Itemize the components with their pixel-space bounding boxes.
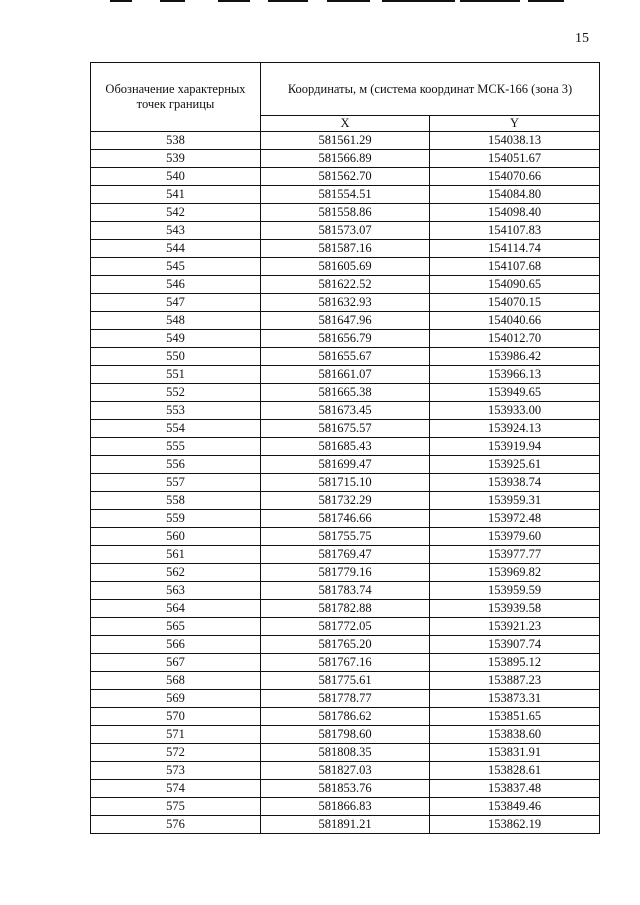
point-id-cell: 563 (91, 582, 261, 600)
table-row (91, 690, 600, 708)
point-id-cell: 550 (91, 348, 261, 366)
point-id-cell: 548 (91, 312, 261, 330)
point-id-cell: 539 (91, 150, 261, 168)
point-id-cell: 559 (91, 510, 261, 528)
table-row (91, 186, 600, 204)
y-coordinate-cell: 153979.60 (430, 528, 600, 546)
x-coordinate-cell: 581783.74 (261, 582, 430, 600)
point-id-cell: 558 (91, 492, 261, 510)
y-coordinate-cell: 154084.80 (430, 186, 600, 204)
table-row (91, 348, 600, 366)
y-coordinate-cell: 154038.13 (430, 132, 600, 150)
point-id-cell: 554 (91, 420, 261, 438)
x-coordinate-cell: 581558.86 (261, 204, 430, 222)
table-row (91, 312, 600, 330)
table-row (91, 780, 600, 798)
table-row (91, 132, 600, 150)
point-id-cell: 565 (91, 618, 261, 636)
x-coordinate-cell: 581798.60 (261, 726, 430, 744)
point-id-cell: 569 (91, 690, 261, 708)
point-id-cell: 564 (91, 600, 261, 618)
table-row (91, 618, 600, 636)
y-coordinate-cell: 154098.40 (430, 204, 600, 222)
y-coordinate-cell: 154107.68 (430, 258, 600, 276)
table-row (91, 402, 600, 420)
point-id-cell: 576 (91, 816, 261, 834)
x-coordinate-cell: 581732.29 (261, 492, 430, 510)
table-row (91, 510, 600, 528)
y-coordinate-cell: 153851.65 (430, 708, 600, 726)
y-coordinate-cell: 154070.15 (430, 294, 600, 312)
table-row (91, 762, 600, 780)
scan-top-line (528, 0, 564, 2)
y-coordinate-cell: 153873.31 (430, 690, 600, 708)
page-number: 15 (575, 31, 589, 46)
x-coordinate-cell: 581755.75 (261, 528, 430, 546)
x-coordinate-cell: 581632.93 (261, 294, 430, 312)
x-coordinate-cell: 581808.35 (261, 744, 430, 762)
y-coordinate-cell: 153925.61 (430, 456, 600, 474)
y-coordinate-cell: 153828.61 (430, 762, 600, 780)
y-coordinate-cell: 153862.19 (430, 816, 600, 834)
x-coordinate-cell: 581853.76 (261, 780, 430, 798)
table-row (91, 204, 600, 222)
header-y: Y (430, 116, 600, 132)
scan-top-line (460, 0, 520, 2)
x-coordinate-cell: 581554.51 (261, 186, 430, 204)
point-id-cell: 538 (91, 132, 261, 150)
table-row (91, 726, 600, 744)
y-coordinate-cell: 153924.13 (430, 420, 600, 438)
point-id-cell: 552 (91, 384, 261, 402)
point-id-cell: 547 (91, 294, 261, 312)
x-coordinate-cell: 581767.16 (261, 654, 430, 672)
table-row (91, 528, 600, 546)
scan-top-line (160, 0, 185, 2)
x-coordinate-cell: 581655.67 (261, 348, 430, 366)
x-coordinate-cell: 581665.38 (261, 384, 430, 402)
table-row (91, 384, 600, 402)
table-row (91, 294, 600, 312)
table-row (91, 672, 600, 690)
y-coordinate-cell: 154070.66 (430, 168, 600, 186)
header-points: Обозначение характерных точек границы (91, 63, 261, 132)
table-row (91, 366, 600, 384)
x-coordinate-cell: 581573.07 (261, 222, 430, 240)
point-id-cell: 540 (91, 168, 261, 186)
y-coordinate-cell: 153966.13 (430, 366, 600, 384)
table-row (91, 564, 600, 582)
table-row (91, 816, 600, 834)
table-row (91, 474, 600, 492)
x-coordinate-cell: 581562.70 (261, 168, 430, 186)
table-row (91, 636, 600, 654)
point-id-cell: 573 (91, 762, 261, 780)
point-id-cell: 553 (91, 402, 261, 420)
point-id-cell: 571 (91, 726, 261, 744)
point-id-cell: 560 (91, 528, 261, 546)
table-row (91, 276, 600, 294)
point-id-cell: 572 (91, 744, 261, 762)
y-coordinate-cell: 154114.74 (430, 240, 600, 258)
x-coordinate-cell: 581605.69 (261, 258, 430, 276)
x-coordinate-cell: 581685.43 (261, 438, 430, 456)
point-id-cell: 575 (91, 798, 261, 816)
point-id-cell: 544 (91, 240, 261, 258)
table-row (91, 582, 600, 600)
table-row (91, 600, 600, 618)
y-coordinate-cell: 153887.23 (430, 672, 600, 690)
table-row (91, 258, 600, 276)
table-row (91, 150, 600, 168)
x-coordinate-cell: 581561.29 (261, 132, 430, 150)
y-coordinate-cell: 154090.65 (430, 276, 600, 294)
table-row (91, 168, 600, 186)
y-coordinate-cell: 153938.74 (430, 474, 600, 492)
scan-top-line (268, 0, 308, 2)
y-coordinate-cell: 153959.59 (430, 582, 600, 600)
x-coordinate-cell: 581772.05 (261, 618, 430, 636)
table-row (91, 654, 600, 672)
y-coordinate-cell: 153986.42 (430, 348, 600, 366)
point-id-cell: 574 (91, 780, 261, 798)
scan-top-line (218, 0, 250, 2)
point-id-cell: 556 (91, 456, 261, 474)
table-row (91, 456, 600, 474)
scan-top-line (382, 0, 455, 2)
x-coordinate-cell: 581675.57 (261, 420, 430, 438)
y-coordinate-cell: 153895.12 (430, 654, 600, 672)
y-coordinate-cell: 153849.46 (430, 798, 600, 816)
y-coordinate-cell: 153907.74 (430, 636, 600, 654)
point-id-cell: 546 (91, 276, 261, 294)
x-coordinate-cell: 581866.83 (261, 798, 430, 816)
table-row (91, 798, 600, 816)
table-row (91, 330, 600, 348)
y-coordinate-cell: 153837.48 (430, 780, 600, 798)
table-row (91, 240, 600, 258)
y-coordinate-cell: 153919.94 (430, 438, 600, 456)
x-coordinate-cell: 581715.10 (261, 474, 430, 492)
y-coordinate-cell: 153972.48 (430, 510, 600, 528)
y-coordinate-cell: 153831.91 (430, 744, 600, 762)
x-coordinate-cell: 581769.47 (261, 546, 430, 564)
y-coordinate-cell: 154012.70 (430, 330, 600, 348)
table-row (91, 222, 600, 240)
point-id-cell: 551 (91, 366, 261, 384)
y-coordinate-cell: 153977.77 (430, 546, 600, 564)
x-coordinate-cell: 581746.66 (261, 510, 430, 528)
point-id-cell: 542 (91, 204, 261, 222)
x-coordinate-cell: 581622.52 (261, 276, 430, 294)
table-row (91, 708, 600, 726)
x-coordinate-cell: 581661.07 (261, 366, 430, 384)
point-id-cell: 545 (91, 258, 261, 276)
point-id-cell: 567 (91, 654, 261, 672)
y-coordinate-cell: 153939.58 (430, 600, 600, 618)
point-id-cell: 561 (91, 546, 261, 564)
x-coordinate-cell: 581775.61 (261, 672, 430, 690)
y-coordinate-cell: 153933.00 (430, 402, 600, 420)
x-coordinate-cell: 581566.89 (261, 150, 430, 168)
point-id-cell: 568 (91, 672, 261, 690)
x-coordinate-cell: 581779.16 (261, 564, 430, 582)
point-id-cell: 570 (91, 708, 261, 726)
table-row (91, 492, 600, 510)
header-x: X (261, 116, 430, 132)
x-coordinate-cell: 581587.16 (261, 240, 430, 258)
table-body (91, 132, 600, 834)
point-id-cell: 562 (91, 564, 261, 582)
y-coordinate-cell: 153959.31 (430, 492, 600, 510)
point-id-cell: 557 (91, 474, 261, 492)
x-coordinate-cell: 581827.03 (261, 762, 430, 780)
coordinates-table (90, 62, 600, 834)
x-coordinate-cell: 581656.79 (261, 330, 430, 348)
point-id-cell: 543 (91, 222, 261, 240)
table-row (91, 420, 600, 438)
point-id-cell: 555 (91, 438, 261, 456)
x-coordinate-cell: 581673.45 (261, 402, 430, 420)
point-id-cell: 541 (91, 186, 261, 204)
y-coordinate-cell: 153969.82 (430, 564, 600, 582)
y-coordinate-cell: 154051.67 (430, 150, 600, 168)
x-coordinate-cell: 581647.96 (261, 312, 430, 330)
y-coordinate-cell: 154107.83 (430, 222, 600, 240)
scan-top-line (110, 0, 132, 2)
y-coordinate-cell: 153921.23 (430, 618, 600, 636)
point-id-cell: 566 (91, 636, 261, 654)
table-row (91, 546, 600, 564)
x-coordinate-cell: 581782.88 (261, 600, 430, 618)
y-coordinate-cell: 153838.60 (430, 726, 600, 744)
y-coordinate-cell: 154040.66 (430, 312, 600, 330)
x-coordinate-cell: 581778.77 (261, 690, 430, 708)
y-coordinate-cell: 153949.65 (430, 384, 600, 402)
x-coordinate-cell: 581765.20 (261, 636, 430, 654)
x-coordinate-cell: 581891.21 (261, 816, 430, 834)
x-coordinate-cell: 581699.47 (261, 456, 430, 474)
scan-top-line (327, 0, 370, 2)
header-coordinates: Координаты, м (система координат МСК-166 (зона 3) (261, 63, 600, 116)
table-row (91, 744, 600, 762)
table-row (91, 438, 600, 456)
point-id-cell: 549 (91, 330, 261, 348)
x-coordinate-cell: 581786.62 (261, 708, 430, 726)
